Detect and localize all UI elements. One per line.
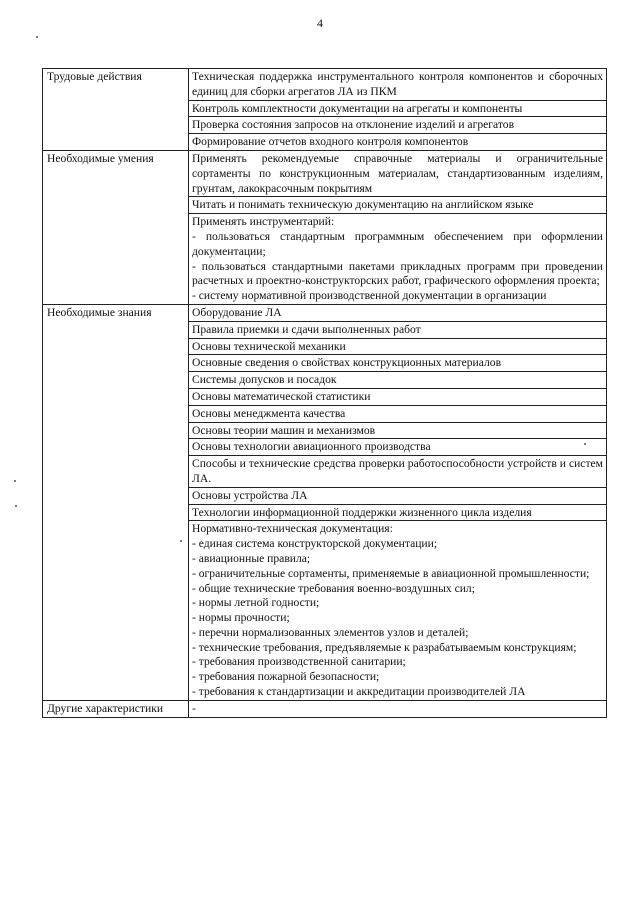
list-item: - авиационные правила; [192,551,311,565]
table-cell: Системы допусков и посадок [189,372,607,389]
list-item: - пользоваться стандартными пакетами прикладных программ при проведении расчетных и проектно-конструкторских работ, графического оформления проекта; [192,259,603,288]
list-item: - технические требования, предъявляемые к разрабатываемым конструкциям; [192,640,577,654]
tools-cell [189,214,607,305]
table-cell: - [189,700,607,717]
table-cell: Формирование отчетов входного контроля компонентов [189,134,607,151]
scan-speck [15,505,17,507]
scan-speck [36,36,38,38]
list-item: - требования пожарной безопасности; [192,670,380,684]
table-row [43,69,607,101]
table-cell: Техническая поддержка инструментального контроля компонентов и сборочных единиц для сборки агрегатов ЛА из ПКМ [189,69,607,101]
table-cell: Основы технологии авиационного производства [189,439,607,456]
table-row [43,700,607,717]
list-item: - требования к стандартизации и аккредитации производителей ЛА [192,685,526,699]
scan-speck [14,480,16,482]
scan-speck [180,540,182,542]
table-cell: Основные сведения о свойствах конструкционных материалов [189,355,607,372]
list-item: - требования производственной санитарии; [192,655,406,669]
table-cell: Контроль комплектности документации на агрегаты и компоненты [189,100,607,117]
table-cell: Технологии информационной поддержки жизненного цикла изделия [189,504,607,521]
section-label-other-characteristics: Другие характеристики [43,700,189,717]
table-row [43,150,607,196]
list-item: - ограничительные сортаменты, применяемые в авиационной промышленности; [192,566,590,580]
list-item: - единая система конструкторской документации; [192,537,438,551]
tools-heading: Применять инструментарий: [192,215,335,229]
table-cell: Способы и технические средства проверки работоспособности устройств и систем ЛА. [189,456,607,488]
table-cell: Основы менеджмента качества [189,405,607,422]
section-label-labor-actions: Трудовые действия [43,69,189,151]
scan-speck [584,443,586,445]
table-cell: Основы теории машин и механизмов [189,422,607,439]
list-item: - пользоваться стандартным программным обеспечением при оформлении документации; [192,229,603,258]
professional-standard-table [42,68,607,718]
list-item: - нормы прочности; [192,611,290,625]
list-item: - общие технические требования военно-воздушных сил; [192,581,475,595]
table-cell: Основы технической механики [189,338,607,355]
table-cell: Читать и понимать техническую документацию на английском языке [189,197,607,214]
list-item: - перечни нормализованных элементов узлов и деталей; [192,625,469,639]
table-cell: Применять рекомендуемые справочные материалы и ограничительные сортаменты по конструкционным материалам, стандартизованным изделиям, грунтам, лакокрасочным покрытиям [189,150,607,196]
page-number: 4 [317,16,323,30]
table-cell: Основы математической статистики [189,388,607,405]
table-cell: Основы устройства ЛА [189,487,607,504]
table-row [43,304,607,321]
normative-heading: Нормативно-техническая документация: [192,522,393,536]
table-cell: Проверка состояния запросов на отклонение изделий и агрегатов [189,117,607,134]
list-item: - нормы летной годности; [192,596,320,610]
list-item: - систему нормативной производственной документации в организации [192,289,547,303]
normative-docs-cell [189,521,607,701]
section-label-required-knowledge: Необходимые знания [43,304,189,700]
table-cell: Правила приемки и сдачи выполненных работ [189,321,607,338]
table-cell: Оборудование ЛА [189,304,607,321]
section-label-required-skills: Необходимые умения [43,150,189,304]
